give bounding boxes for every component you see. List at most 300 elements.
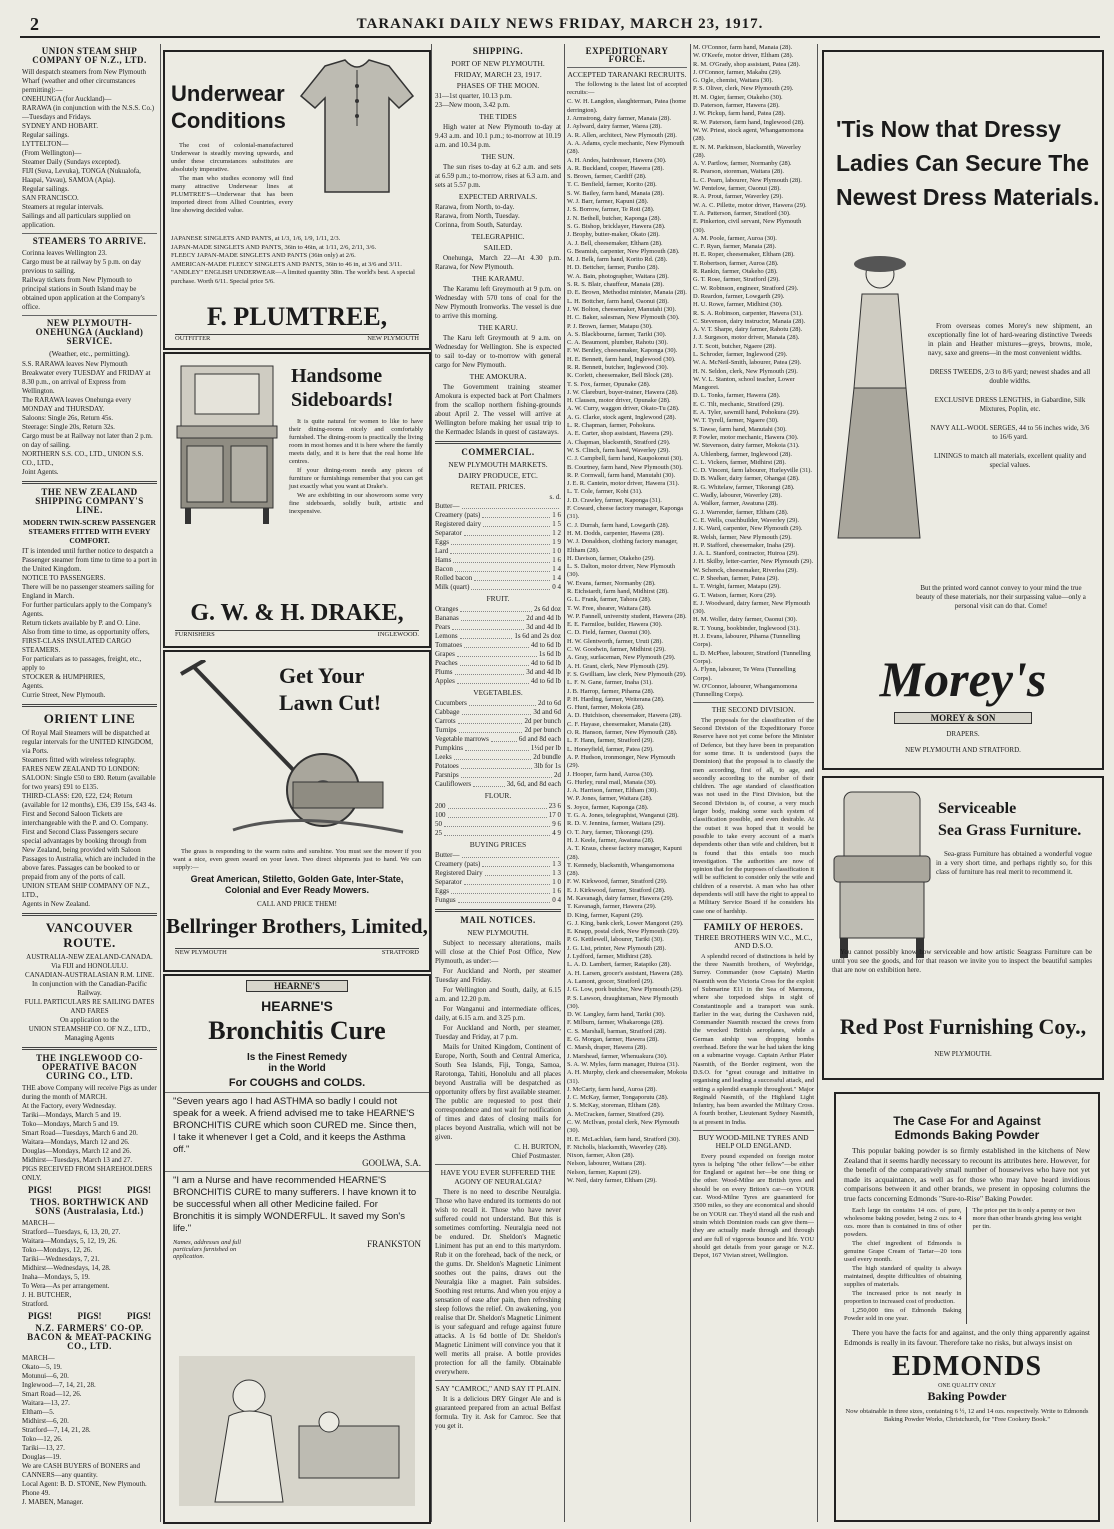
list-item: Douglas—Mondays, March 12 and 26. (22, 1147, 132, 1155)
drake-footer-right: INGLEWOOD. (377, 631, 419, 638)
list-item: M. Kavanagh, dairy farmer, Hawera (29). (567, 894, 674, 902)
list-item: Nixon, farmer, Alton (28). (567, 1152, 635, 1160)
list-item: Currie Street, New Plymouth. (22, 691, 106, 699)
price-item: Grapes (435, 650, 455, 658)
list-item: AMERICAN-MADE FLEECY SINGLETS AND PANTS, 36in to 46 in, at 3/6 and 3/11. (171, 260, 402, 268)
price-item: Plums (435, 668, 453, 676)
price-row (435, 538, 561, 547)
list-item: P. S. Oliver, clerk, New Plymouth (29). (693, 85, 794, 93)
price-item: Butter— (435, 502, 460, 510)
ad-hearnes (163, 974, 431, 1524)
bellringer-footer-left: NEW PLYMOUTH (175, 949, 227, 956)
veg-table (435, 699, 561, 789)
price-value: 2d per bunch (524, 726, 561, 734)
list-item: To Wera—As per arrangement. (22, 1282, 110, 1290)
list-item: A. Uhlenberg, farmer, Inglewood (28). (693, 450, 793, 458)
inglewood-title: THE INGLEWOOD CO-OPERATIVE BACON CURING CO., LTD. (35, 1053, 143, 1081)
list-item: K. Corlett, cheesemaker, Bell Block (28). (567, 372, 674, 380)
masthead: TARANAKI DAILY NEWS FRIDAY, MARCH 23, 1917. (356, 16, 764, 32)
price-value: 2d to 6d (538, 699, 561, 707)
list-item: PIGS RECEIVED FROM SHAREHOLDERS ONLY. (22, 1165, 153, 1182)
list-item: Midhirst—Tuesdays, March 13 and 27. (22, 1156, 133, 1164)
list-item: L. H. Bottcher, farm hand, Oaonui (28). (567, 297, 669, 305)
sideboards-body: It is quite natural for women to like to have their dining-rooms nicely and comfortably furnished. The dining-room is practically the living room in most homes and it is here where the family meets daily, and it is here that the real home life centres. If your dining-room needs any pieces of furniture or furnishings remember that you can get just exactly what you want at Drake's. We are exhibiting in our showroom some very fine sideboards, solidly built, artistic and inexpensive. (289, 418, 423, 515)
neuralgia-paras (435, 1188, 561, 1377)
list-item: Steamer Daily (Sundays excepted). (22, 158, 121, 166)
list-item: L. S. Dalton, motor driver, New Plymouth (30). (567, 563, 676, 579)
list-item: T. S. Fox, farmer, Opunake (28). (567, 380, 651, 388)
list-item: H. M. Ogier, farmer, Otakeho (30). (693, 93, 783, 101)
price-item: Cauliflowers (435, 780, 472, 788)
price-row (435, 641, 561, 650)
underwear-lines (171, 235, 421, 286)
list-item: L. C. Pearn, labourer, New Plymouth (28). (693, 176, 802, 184)
second-division-text: The proposals for the classification of the Second Division of the Expeditionary Force Reserve have not yet come before the Minister of Defence, but they have been in preparation for some time. It is understood (says the Dominion) that the proposal is to classify the men according, first of all, to age, and secondly according to the number of their children. The age standard of classification was not used in the First Division, but the Second Division is, of course, a very much larger body, making some such system of classification possible, and even desirable. At the outset it was hoped that it would be possible to take every account of a man's dependents other than wife and children, but it is found that this entails too much investigation. The authorities are now of opinion that for the purposes of classification it will be sufficient to consider only the wife and children of a reservist. A man who has other dependents will still have the right to appeal to a Military Service Board if he considers his case one of hardship. (693, 716, 814, 915)
list-item: W. J. Barr, farmer, Kapuni (28). (567, 198, 649, 206)
telegraphic-title: TELEGRAPHIC. (471, 232, 525, 241)
hearnes-quote-1: "Seven years ago I had ASTHMA so badly I could not speak for a week. A friend advised me to take HEARNE'S BRONCHITIS CURE which soon CURED me. Since then, I take it whenever I get a Cold, and it keeps the Asthma off." (173, 1096, 417, 1155)
commercial-title: COMMERCIAL. (461, 447, 535, 457)
list-item: R. A. Prout, farmer, Waverley (29). (693, 193, 783, 201)
edmonds-against: The price per tin is only a penny or two more than other brands giving less weight per tin. (972, 1207, 1082, 1230)
price-value: 1 4 (552, 565, 561, 573)
price-value: 2d bundle (533, 753, 561, 761)
list-item: J. Hooper, farm hand, Auroa (30). (567, 770, 654, 778)
price-row (435, 753, 561, 762)
lawn-title: Get Your Lawn Cut! (279, 663, 382, 715)
ad-morey (822, 50, 1104, 770)
list-item: W. O'Keefe, motor driver, Eltham (28). (693, 52, 794, 60)
edmonds-intro: This popular baking powder is so firmly established in the kitchens of New Zealand that it seems hardly necessary to recount its attributes here. However, for the benefit of the comparatively small number of housewives who have not yet made its acquaintance, as well as for those who may have heard invidious comparisons between it and other brands, we present in opposing columns the true facts concerning Edmonds "Sure-to-Rise" Baking Powder. (844, 1146, 1090, 1203)
list-item: R. S. A. Robinson, carpenter, Hawera (31). (693, 309, 803, 317)
price-row (435, 744, 561, 753)
heroes-sub: THREE BROTHERS WIN V.C., M.C., AND D.S.O. (694, 933, 813, 951)
borthwick-lines (22, 1219, 157, 1309)
buying-table (435, 851, 561, 905)
edmonds-logo-bp: Baking Powder (927, 1389, 1007, 1403)
list-item: L. D. McPhee, labourer, Stratford (Tunnelling Corps). (693, 649, 811, 665)
list-item: J. S. McKay, storeman, Eltham (28). (567, 1102, 661, 1110)
edmonds-for (844, 1207, 967, 1324)
price-item: Vegetable marrows (435, 735, 489, 743)
list-item: T. Kavanagh, farmer, Hawera (29). (567, 903, 657, 911)
edmonds-title-2: Edmonds Baking Powder (894, 1128, 1040, 1142)
list-item: D. Reardon, farmer, Lowgarth (29). (693, 292, 785, 300)
list-item: T. A. Patterson, farmer, Stratford (30). (693, 209, 791, 217)
list-item: MARCH— (22, 1354, 55, 1362)
price-value: 1s 6d lb (538, 650, 561, 658)
onehunga-sub: (Weather, etc., permitting). (49, 349, 130, 358)
list-item: Tariki—Mondays, March 5 and 19. (22, 1111, 122, 1119)
onehunga-title: NEW PLYMOUTH-ONEHUNGA (Auckland) SERVICE. (35, 318, 144, 346)
price-item: Bacon (435, 565, 453, 573)
list-item: A. McCracken, farmer, Stratford (29). (567, 1110, 665, 1118)
sailed-text: Onehunga, March 22—At 4.30 p.m. Rarawa, for New Plymouth. (435, 254, 561, 271)
list-item: First and Second Saloon Tickets are interchangeable with the P. and O. Company. (22, 810, 149, 827)
recruits-list-b (693, 44, 814, 699)
price-item: Potatoes (435, 762, 459, 770)
list-item: J. C. McKay, farmer, Tongaporutu (28). (567, 1094, 669, 1102)
page-number: 2 (30, 14, 40, 34)
list-item: C. W. McIlvan, postal clerk, New Plymouth (30). (567, 1119, 680, 1135)
morey-band: MOREY & SON (894, 712, 1032, 724)
price-row (435, 860, 561, 869)
page-header (20, 14, 1100, 38)
list-item: Railway tickets from New Plymouth to principal stations in South Island may be obtained upon application at the Company's office. (22, 276, 145, 311)
edmonds-close: There you have the facts for and against, and the only thing apparently against Edmonds is really in its favour. Therefore take no risks, but always insist on (844, 1328, 1090, 1347)
orient-title: ORIENT LINE (43, 711, 136, 726)
price-row (435, 708, 561, 717)
list-item: C. W. Goodwin, farmer, Midhirst (29). (567, 646, 666, 654)
list-item: "ANDLEY" ENGLISH UNDERWEAR—A limited quantity 38in. The world's best. A special purchase. Worth 6/11. Special price 5/6. (171, 269, 415, 285)
list-item: H. E. McLachlan, farm hand, Stratford (30). (567, 1135, 681, 1143)
list-item: Agents. (22, 682, 44, 690)
second-division-title: THE SECOND DIVISION. (711, 705, 796, 715)
list-item: In conjunction with the Canadian-Pacific Railway. (31, 980, 148, 997)
list-item: W. A. McNeil-Smith, labourer, Patea (29). (693, 359, 802, 367)
price-row (435, 668, 561, 677)
pigs-banner-2: PIGS! PIGS! PIGS! (28, 1311, 151, 1321)
nz-shipping-title: THE NEW ZEALAND SHIPPING COMPANY'S LINE. (35, 487, 144, 515)
list-item: A. T. Kraus, cheese factory manager, Kapuni (28). (567, 845, 682, 861)
list-item: D. E. Brown, Methodist minister, Manaia (28). (567, 289, 687, 297)
list-item: Corinna leaves Wellington 23. (22, 249, 107, 257)
price-row (435, 605, 561, 614)
price-item: Registered Dairy (435, 869, 483, 877)
price-item: Tomatoes (435, 641, 463, 649)
fruit-title: FRUIT. (486, 594, 510, 603)
price-value: 2d and 4d lb (526, 614, 561, 622)
camroc-text: It is a delicious DRY Ginger Ale and is guaranteed prepared from an actual Belfast formula. Try it. Ask for Camroc. See that you get it. (435, 1395, 561, 1430)
price-row (435, 699, 561, 708)
list-item: UNION STEAMSHIP CO. OF N.Z., LTD., (28, 1025, 151, 1033)
list-item: W. Evans, farmer, Normanby (28). (567, 579, 656, 587)
list-item: For particulars as to passages, freight, etc., apply to (22, 655, 142, 672)
list-item: Corinna, from South, Saturday. (435, 221, 523, 229)
list-item: A. H. Andes, hairdresser, Hawera (30). (567, 156, 667, 164)
price-row (435, 520, 561, 529)
sea-grass-body-2: You cannot possibly know how serviceable and how artistic Seagrass Furniture can be until you see the goods, and for that reason we invite you to inspect the beautiful samples that are now on exhibition here. (832, 948, 1092, 974)
price-value: 0 4 (552, 583, 561, 591)
price-value: 9 6 (552, 820, 561, 828)
list-item: J. G. Low, pork butcher, New Plymouth (29). (567, 986, 683, 994)
hearnes-note: Names, addresses and full particulars furnished on application. (173, 1239, 242, 1260)
price-row (435, 762, 561, 771)
list-item: A. H. Larsen, grocer's assistant, Hawera (28). (567, 969, 684, 977)
farmers-title: N.Z. FARMERS' CO-OP. BACON & MEAT-PACKING CO., LTD. (27, 1323, 152, 1351)
price-row (435, 878, 561, 887)
list-item: J. G. List, printer, New Plymouth (28). (567, 944, 666, 952)
list-item: C. Wadly, labourer, Waverley (28). (693, 492, 782, 500)
price-value: 2d per bunch (524, 717, 561, 725)
price-row (435, 829, 561, 838)
list-item: R. Pearson, storeman, Waitara (28). (693, 168, 784, 176)
list-item: R. W. Paterson, farm hand, Inglewood (28). (693, 118, 805, 126)
list-item: Agents in New Zealand. (22, 900, 91, 908)
list-item: D. L. Tonks, farmer, Hawera (28). (693, 392, 781, 400)
list-item: ONEHUNGA (for Auckland)— (22, 95, 112, 103)
list-item: B. Courtney, farm hand, New Plymouth (30). (567, 463, 683, 471)
list-item: Eltham—5. (22, 1408, 55, 1416)
price-value: 1 0 (552, 878, 561, 886)
list-item: RARAWA (in conjunction with the N.S.S. Co.)—Tuesdays and Fridays. (22, 104, 155, 121)
list-item: J. Armstrong, dairy farmer, Manaia (28). (567, 115, 671, 123)
list-item: O. T. Jury, farmer, Tikorangi (29). (567, 828, 654, 836)
list-item: D. King, farmer, Kapuni (29). (567, 911, 644, 919)
list-item: H. J. Evans, labourer, Pihama (Tunnelling Corps). (693, 633, 801, 649)
list-item: We are CASH BUYERS of BONERS and CANNERS—any quantity. (22, 1462, 141, 1479)
flour-title: FLOUR. (484, 791, 512, 800)
price-item: 50 (435, 820, 442, 828)
list-item: Tariki—Wednesdays, 7, 21. (22, 1255, 100, 1263)
price-value: 1 5 (552, 520, 561, 528)
column-shipping-ads (22, 44, 157, 1522)
hearnes-name: HEARNE'S (261, 998, 333, 1014)
price-item: Pears (435, 623, 451, 631)
list-item: T. C. Benfield, farmer, Korito (28). (567, 181, 657, 189)
list-item: J. H. BUTCHER, (22, 1291, 72, 1299)
price-value: 1 6 (552, 556, 561, 564)
price-value: 1 9 (552, 538, 561, 546)
price-value: 4d to 6d lb (530, 659, 561, 667)
recruits-list-a (567, 98, 687, 1185)
list-item: Toko—12, 26. (22, 1435, 63, 1443)
list-item: H. N. Seldon, clerk, New Plymouth (29). (693, 367, 798, 375)
price-item: Creamery (pats) (435, 511, 481, 519)
list-item: SAN FRANCISCO. (22, 194, 79, 202)
price-item: Apples (435, 677, 455, 685)
price-value: 1½d per lb (530, 744, 561, 752)
list-item: Return tickets available by P. and O. Line. (22, 619, 141, 627)
nurse-illustration (179, 1356, 415, 1506)
list-item: A. J. Bell, cheesemaker, Eltham (28). (567, 239, 663, 247)
hearnes-quote-2-from: FRANKSTON (367, 1239, 421, 1249)
list-item: Managing Agents (64, 1034, 115, 1042)
list-item: J. O'Connor, farmer, Makahu (29). (693, 68, 782, 76)
plumtree-name: F. PLUMTREE, (206, 302, 388, 331)
paragraph: The increased price is not nearly in proportion to increased cost of production. (844, 1290, 962, 1305)
paragraph: For Wanganui and intermediate offices, daily, at 6.15 a.m. and 3.25 p.m. (435, 1005, 561, 1022)
karu-text: The Karu left Greymouth at 9 a.m. on Wednesday for Wellington. She is expected to sail to-day or to-morrow with general cargo for New Plymouth. (435, 334, 561, 369)
tides-title: THE TIDES (479, 112, 517, 121)
buying-title: BUYING PRICES (469, 840, 527, 849)
list-item: Stratford. (22, 1300, 49, 1308)
list-item: Saloons: Single 26s, Return 45s. (22, 414, 114, 422)
amokura-title: THE AMOKURA. (469, 372, 527, 381)
list-item: J. Aylward, dairy farmer, Warea (28). (567, 123, 662, 131)
list-item: C. D. Field, farmer, Oaonui (30). (567, 629, 652, 637)
price-item: Pumpkins (435, 744, 464, 752)
list-item: Toko—Mondays, 12, 26. (22, 1246, 93, 1254)
list-item: W. A. Bain, photographer, Waitara (28). (567, 272, 669, 280)
price-row (435, 565, 561, 574)
list-item: T. W. Free, shearer, Waitara (28). (567, 604, 652, 612)
list-item: W. S. Clinch, farm hand, Waverley (29). (567, 446, 670, 454)
list-item: JAPAN-MADE SINGLETS AND PANTS, 36in to 46in, at 1/11, 2/6, 2/11, 3/6. (171, 243, 377, 251)
list-item: H. M. Woller, dairy farmer, Oaonui (30). (693, 616, 798, 624)
list-item: A. E. Carter, shop assistant, Hawera (29). (567, 430, 674, 438)
list-item: S. R. S. Blair, chauffeur, Manaia (28). (567, 281, 664, 289)
price-item: Carrots (435, 717, 456, 725)
list-item: C. W. Robinson, engineer, Stratford (29). (693, 284, 799, 292)
list-item: M. J. Belk, farm hand, Korito Rd. (28). (567, 256, 668, 264)
recruits-intro: The following is the latest list of accepted recruits:— (567, 80, 687, 97)
list-item: A. P. Hudson, ironmonger, New Plymouth (29). (567, 753, 676, 770)
sailed-title: SAILED. (483, 243, 513, 252)
list-item: W. W. Priest, stock agent, Whangamomona (28). (693, 126, 804, 143)
list-item: MARCH— (22, 1219, 55, 1227)
morey-headline: 'Tis Now that Dressy Ladies Can Secure The Newest Dress Materials. (836, 116, 1100, 210)
edmonds-logo: EDMONDS (891, 1351, 1043, 1382)
list-item: R. Eichstardt, farm hand, Midhirst (28). (567, 588, 669, 595)
hearnes-banner: HEARNE'S (246, 980, 348, 992)
price-item: Creamery (pats) (435, 860, 481, 868)
uss-lines (22, 68, 157, 230)
list-item: H. M. Dodds, carpenter, Hawera (28). (567, 529, 664, 537)
price-row (435, 887, 561, 896)
list-item: Joint Agents. (22, 468, 59, 476)
list-item: J. T. Scott, butcher, Ngaere (28). (693, 342, 776, 350)
list-item: J. W. Clareburt, buyer-trainer, Hawera (28). (567, 388, 679, 396)
column-expeditionary-2 (693, 44, 814, 1522)
list-item: W. Schenck, cheesemaker, Riverlea (29). (693, 566, 798, 574)
rarawa-lines (22, 360, 157, 477)
ad-sideboards (163, 352, 431, 648)
price-row (435, 623, 561, 632)
list-item: H. P. Stafford, cheesemaker, Inaha (29). (693, 541, 795, 549)
list-item: A. Gray, surfaceman, New Plymouth (29). (567, 654, 676, 662)
paragraph: Mails for United Kingdom, Continent of Europe, North, South and Central America, South Sea Islands, Fiji, Tonga, Samoa, Rarotonga, Tahiti, Honolulu and all places beyond Australia will be despatched as opportunity offers by first available steamer. The public are requested to post their correspondence and not wait for notification of times and dates of closing mails for places beyond Australia, which will not be given. (435, 1043, 561, 1141)
list-item: J. Lydford, farmer, Midhirst (28). (567, 953, 653, 961)
veg-title: VEGETABLES. (473, 688, 523, 697)
price-item: Registered dairy (435, 520, 482, 528)
price-row (435, 677, 561, 686)
list-item: L. Schroder, farmer, Inglewood (29). (693, 350, 788, 358)
list-item: L. T. Wright, farmer, Matapu (29). (693, 583, 781, 591)
underwear-title: Underwear Conditions (171, 81, 286, 133)
heroes-text: A splendid record of distinctions is held by the three Nasmith brothers, of Weybridge, Surrey. Commander (now Captain) Martin Nasmith won the Victoria Cross for the exploit of Submarine E11 in the Sea of Marmora, where she torpedoed ships in sight of Constantinople and a transport was sunk. Earlier in the war, during the Cuxhaven raid, Commander Nasmith rescued the crews from the wrecked British aeroplanes, while a German airship was dropping bombs overhead. Before the war he had taken the king on a submarine voyage. Captain Arthur Plater Nasmith, of the Border regiment, won the D.S.O. for "great courage and initiative in organising and leading a successful attack, and setting a splendid example throughout." Major Reginald Nasmith, of the Highland Light Infantry, has been awarded the Military Cross. A fourth brother, Lieutenant Sydney Nasmith, is at present in India. (693, 952, 814, 1126)
list-item: E. Pinkerton, civil servant, New Plymouth (30). (693, 218, 802, 234)
list-item: E. C. Tilt, mechanic, Stratford (29). (693, 400, 784, 408)
mail-sign-2: Chief Postmaster. (511, 1152, 561, 1160)
hearnes-quote-2: "I am a Nurse and have recommended HEARNE'S BRONCHITIS CURE to many sufferers. I have known it to be successful when all other Medicine failed. For Bronchitis it is simply WONDERFUL. It saved my Son's life." (173, 1175, 417, 1234)
list-item: A. Lamont, grocer, Stratford (29). (567, 977, 654, 985)
price-item: Hams (435, 556, 452, 564)
list-item: G. T. Rose, farmer, Stratford (29). (693, 276, 780, 284)
list-item: Waitara—13, 27. (22, 1399, 70, 1407)
list-item: P. S. Lawson, draughtsman, New Plymouth (30). (567, 994, 678, 1010)
list-item: R. D. V. Jennins, farmer, Waitara (29). (567, 820, 665, 828)
list-item: A. Walker, farmer, Awatuna (28). (693, 500, 778, 508)
arrivals-lines (435, 203, 561, 230)
morey-logo: Morey's (879, 651, 1047, 707)
price-value: 2s 6d doz (534, 605, 561, 613)
list-item: C. S. Marshall, barman, Stratford (28). (567, 1027, 667, 1035)
list-item: S. Joyce, farmer, Kaponga (28). (567, 803, 649, 811)
list-item: E. J. Kirkwood, farmer, Stratford (28). (567, 886, 666, 894)
list-item: D. B. Walker, dairy farmer, Ohangai (28). (693, 475, 800, 483)
fruit-table (435, 605, 561, 686)
list-item: W. J. Donaldson, clothing factory manager, Eltham (28). (567, 538, 678, 554)
morey-locations: NEW PLYMOUTH AND STRATFORD. (905, 746, 1021, 754)
list-item: JAPANESE SINGLETS AND PANTS, at 1/3, 1/6, 1/9, 1/11, 2/3. (171, 235, 341, 242)
mail-sub: NEW PLYMOUTH. (467, 928, 529, 937)
price-row (435, 802, 561, 811)
list-item: D. W. Langley, farm hand, Tariki (30). (567, 1011, 666, 1019)
list-item: 31—1st quarter, 10.13 p.m. (435, 92, 512, 100)
list-item: A. V. Partlow, farmer, Normanby (28). (693, 160, 792, 168)
underwear-body: The cost of colonial-manufactured Underwear is steadily moving upwards, and under these circumstances substitutes are absolutely imperative. The man who studies economy will find many attractive Underwear lines at PLUMTREE'S—Underwear that has been imported direct from Allied Countries, every line showing decided value. (171, 142, 293, 214)
list-item: LYTTELTON— (22, 140, 69, 148)
shipping-title: SHIPPING. (472, 46, 524, 56)
list-item: Rarawa, from North, to-day. (435, 203, 515, 211)
list-item: E. N. M. Parkinson, blacksmith, Waverley (28). (693, 143, 801, 159)
price-item: Leeks (435, 753, 452, 761)
list-item: Smart Road—Tuesdays, March 6 and 20. (22, 1129, 138, 1137)
price-item: Eggs (435, 538, 449, 546)
list-item: Midhirst—6, 20. (22, 1417, 69, 1425)
list-item: FARES NEW ZEALAND TO LONDON: (22, 765, 140, 773)
moon-lines (435, 92, 561, 110)
list-item: C. P. Sheehan, farmer, Patea (29). (693, 575, 779, 582)
price-item: 25 (435, 829, 442, 837)
price-item: Butter— (435, 851, 460, 859)
list-item: A. Flynn, labourer, Te Wera (Tunnelling Corps). (693, 666, 796, 682)
recruits-sub: ACCEPTED TARANAKI RECRUITS. (567, 69, 687, 79)
price-row (435, 583, 561, 592)
list-item: C. L. Vickers, farmer, Midhirst (28). (693, 458, 786, 466)
bellringer-name: Bellringer Brothers, Limited, (166, 914, 428, 938)
unit-label: s. d. (549, 493, 561, 501)
price-row (435, 717, 561, 726)
list-item: J. E. R. Cantein, motor driver, Hawera (31). (567, 480, 680, 488)
drake-name: G. W. & H. DRAKE, (190, 600, 404, 626)
list-item: L. F. Hann, farmer, Stratford (29). (567, 737, 654, 745)
price-item: Parsnips (435, 771, 459, 779)
list-item: S. G. Bishop, bricklayer, Hawera (28). (567, 222, 666, 230)
list-item: F. Nicholls, blacksmith, Waverley (28). (567, 1143, 668, 1151)
list-item: W. P. Jones, farmer, Waitara (28). (567, 795, 653, 803)
price-item: Peaches (435, 659, 458, 667)
price-row (435, 735, 561, 744)
paragraph: Subject to necessary alterations, mails will close at the Chief Post Office, New Plymouth, as under:— (435, 939, 561, 965)
list-item: A. M. Poole, farmer, Auroa (30). (693, 234, 777, 242)
price-row (435, 547, 561, 556)
price-row (435, 896, 561, 905)
list-item: C. W. H. Langdon, slaughterman, Patea (home derrington). (567, 98, 687, 114)
price-row (435, 556, 561, 565)
price-row (435, 659, 561, 668)
vancouver-title: VANCOUVER ROUTE. (45, 920, 134, 950)
list-item: S. Tawse, farm hand, Manutahi (30). (693, 425, 787, 433)
hearnes-quote-1-from: GOOLWA, S.A. (362, 1158, 421, 1168)
morey-lengths: EXCLUSIVE DRESS LENGTHS, in Gabardine, Silk Mixtures, Poplin, etc. (934, 396, 1086, 413)
price-item: Separator (435, 529, 462, 537)
list-item: R. G. Whitelaw, farmer, Tikorangi (28). (693, 483, 795, 491)
list-item: S. Brown, farmer, Cardiff (28). (567, 173, 647, 181)
list-item: C. D. Vincent, farm labourer, Hurleyville (31). (693, 467, 813, 475)
list-item: J. K. Ward, carpenter, New Plymouth (29). (693, 525, 803, 533)
list-item: L. T. Cole, farmer, Kohi (31). (567, 488, 643, 496)
expeditionary-title: EXPEDITIONARY FORCE. (585, 46, 669, 65)
list-item: A. R. Allen, architect, New Plymouth (28). (567, 131, 677, 139)
list-item: J. McCarty, farm hand, Auroa (28). (567, 1085, 657, 1093)
price-value: 17 0 (548, 811, 561, 819)
list-item: L. A. D. Lambert, farmer, Ratapiko (28). (567, 961, 672, 969)
list-item: J. N. Bethell, butcher, Kaponga (28). (567, 214, 662, 222)
price-row (435, 851, 561, 860)
list-item: UNION STEAM SHIP COMPANY OF N.Z., LTD., (22, 882, 150, 899)
